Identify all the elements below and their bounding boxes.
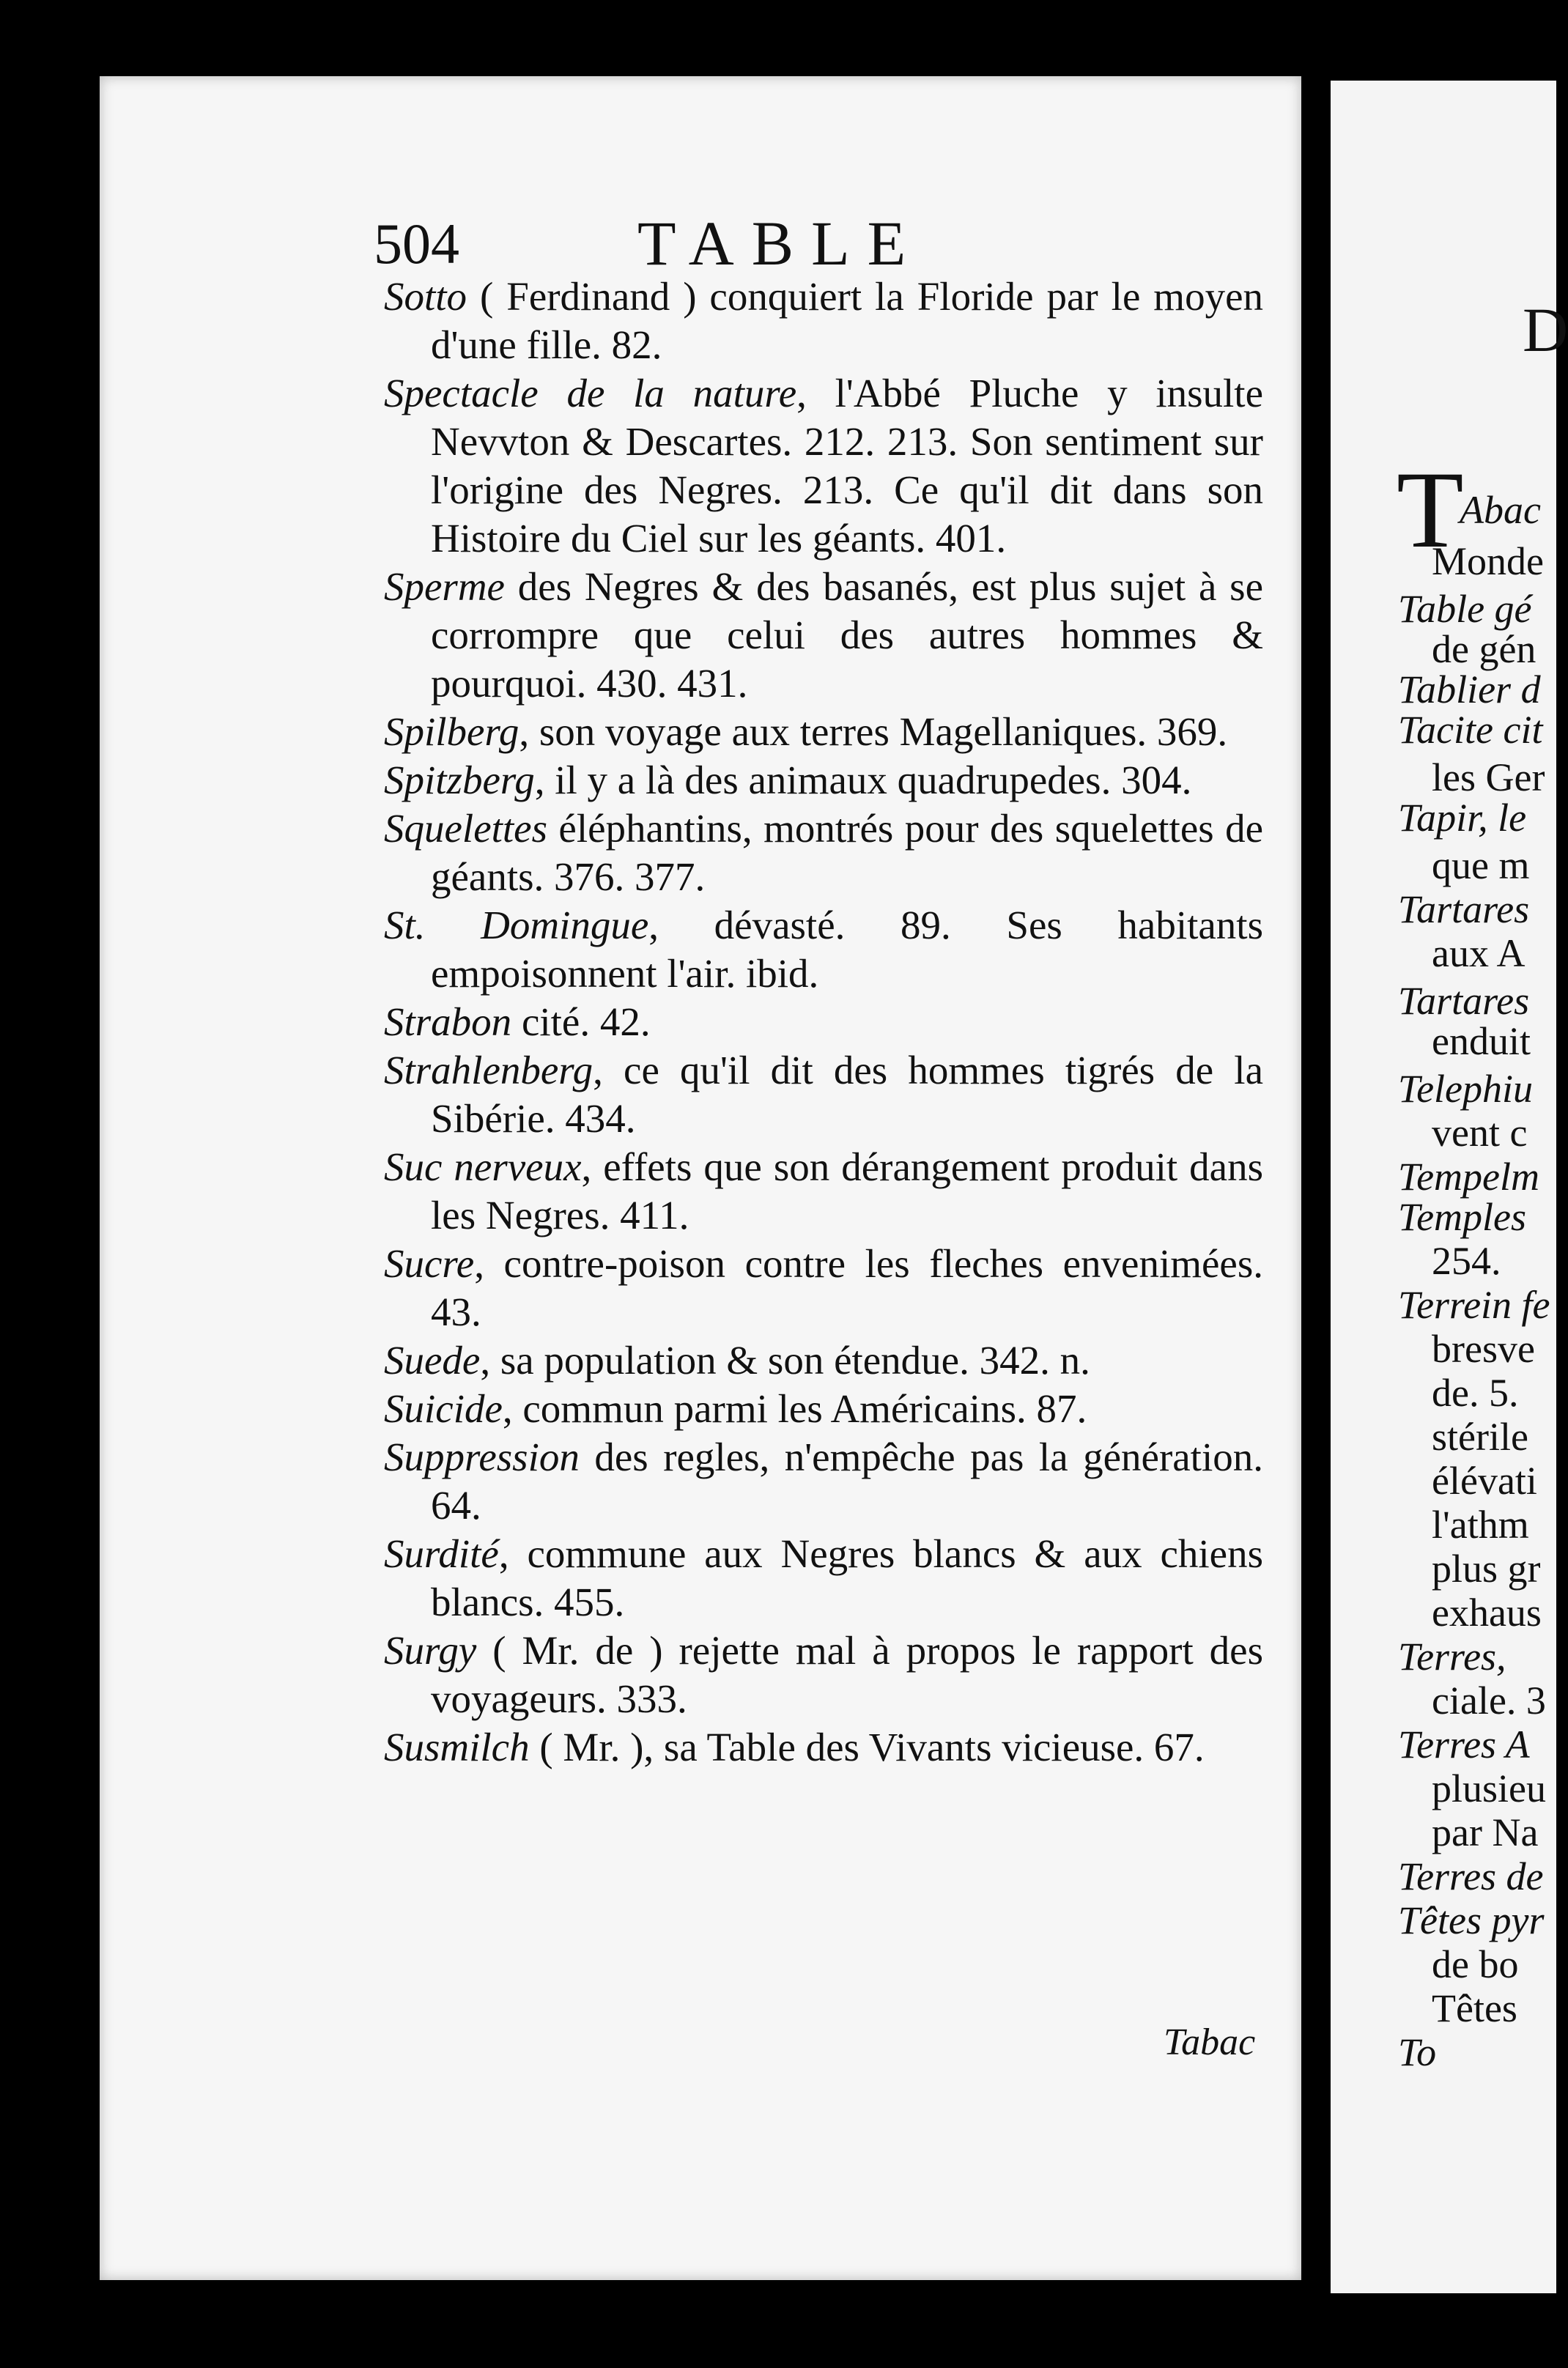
right-page-line: de. 5. [1432, 1371, 1519, 1415]
index-entry [384, 756, 1263, 804]
entry-headword: Surdité [384, 1531, 499, 1576]
entry-text: cité. 42. [511, 999, 651, 1044]
right-page-line: Têtes [1432, 1986, 1517, 2030]
index-entry [384, 901, 1263, 998]
right-page-line: l'athm [1432, 1503, 1529, 1547]
entry-text: , il y a là des animaux quadrupedes. 304. [534, 758, 1192, 802]
right-page-line: Table gé [1398, 587, 1532, 631]
right-page-line: Tapir, le [1398, 796, 1527, 840]
right-page-line: To [1398, 2030, 1437, 2074]
right-page-line: Terres, [1398, 1635, 1506, 1679]
right-page-line: que m [1432, 843, 1530, 887]
index-entry [384, 1627, 1263, 1723]
right-page-line: Terrein fe [1398, 1283, 1550, 1327]
index-entry [384, 369, 1263, 563]
right-page-line: Tartares [1398, 979, 1530, 1023]
right-page-line: Tablier d [1398, 667, 1541, 711]
index-entry [384, 804, 1263, 901]
right-page-line: de bo [1432, 1942, 1519, 1986]
entry-text: ( Mr. ), sa Table des Vivants vicieuse. 67. [529, 1725, 1205, 1769]
index-entry [384, 1723, 1263, 1772]
right-page-line: exhaus [1432, 1591, 1542, 1635]
catchword: Tabac [1164, 2021, 1256, 2063]
entry-text: des regles, n'empêche pas la génération. 64. [431, 1435, 1263, 1528]
entry-text: , ce qu'il dit des hommes tigrés de la Sibérie. 434. [431, 1048, 1263, 1141]
index-entry [384, 1433, 1263, 1530]
entry-headword: Suc nerveux [384, 1144, 582, 1189]
right-page-line: Temples [1398, 1195, 1527, 1239]
entry-headword: Spectacle de la nature [384, 371, 797, 415]
right-page-line: ciale. 3 [1432, 1679, 1546, 1723]
right-page-line: Tacite cit [1398, 708, 1543, 752]
entry-headword: Surgy [384, 1628, 477, 1673]
entry-headword: Suppression [384, 1435, 580, 1479]
running-head: TABLE [637, 208, 924, 278]
entry-text: éléphantins, montrés pour des squelettes de géants. 376. 377. [431, 806, 1263, 899]
entry-headword: Susmilch [384, 1725, 530, 1769]
entry-headword: Sotto [384, 274, 467, 319]
entry-headword: Spitzberg [384, 758, 535, 802]
right-page-line: bresve [1432, 1327, 1535, 1371]
index-entry [384, 273, 1263, 369]
index-entry [384, 1336, 1263, 1385]
right-page-line: Terres A [1398, 1723, 1530, 1766]
right-page-line: stérile [1432, 1415, 1528, 1459]
entry-text: des Negres & des basanés, est plus sujet à se corrompre que celui des autres hommes & pourquoi. 430. 431. [431, 564, 1263, 706]
entry-text: , commun parmi les Américains. 87. [502, 1386, 1087, 1431]
entry-headword: Squelettes [384, 806, 547, 851]
entry-headword: St. Domingue [384, 903, 649, 947]
index-entry [384, 563, 1263, 708]
right-page-line: élévati [1432, 1459, 1537, 1503]
right-page-line: Monde [1432, 539, 1544, 583]
right-page-line: Tempelm [1398, 1155, 1540, 1199]
entry-headword: Suede [384, 1338, 481, 1383]
right-page-line: 254. [1432, 1239, 1501, 1283]
entry-text: , sa population & son étendue. 342. n. [480, 1338, 1090, 1383]
entry-headword: Sperme [384, 564, 505, 609]
index-entry [384, 1143, 1263, 1240]
entry-headword: Strahlenberg [384, 1048, 593, 1092]
index-entries [384, 273, 1263, 1772]
right-page-line: enduit [1432, 1019, 1531, 1063]
right-page-line: de gén [1432, 627, 1536, 671]
right-page-line: Abac [1460, 488, 1541, 532]
right-page-line: Tartares [1398, 887, 1530, 931]
right-page-line: par Na [1432, 1810, 1539, 1854]
index-entry [384, 1385, 1263, 1433]
drop-initial: T [1397, 449, 1464, 571]
right-page-line: Terres de [1398, 1854, 1544, 1898]
entry-headword: Sucre [384, 1241, 475, 1286]
index-entry [384, 708, 1263, 756]
right-page-line: plusieu [1432, 1766, 1546, 1810]
index-entry [384, 998, 1263, 1046]
entry-text: , effets que son dérangement produit dans les Negres. 411. [431, 1144, 1263, 1237]
entry-text: , commune aux Negres blancs & aux chiens blancs. 455. [431, 1531, 1263, 1624]
index-entry [384, 1530, 1263, 1627]
page-number: 504 [374, 212, 459, 275]
right-page-line: Têtes pyr [1398, 1898, 1545, 1942]
right-page-line: Telephiu [1398, 1067, 1534, 1111]
index-entry [384, 1046, 1263, 1143]
entry-headword: Suicide [384, 1386, 503, 1431]
right-page [1331, 81, 1568, 2293]
entry-text: , contre-poison contre les fleches envenimées. 43. [431, 1241, 1263, 1334]
entry-text: , l'Abbé Pluche y insulte Nevvton & Descartes. 212. 213. Son sentiment sur l'origine des Negres. 213. Ce qu'il dit dans son Histoire du Ciel sur les géants. 401. [431, 371, 1263, 560]
entry-text: ( Mr. de ) rejette mal à propos le rapport des voyageurs. 333. [431, 1628, 1263, 1721]
entry-headword: Strabon [384, 999, 512, 1044]
entry-text: ( Ferdinand ) conquiert la Floride par le moyen d'une fille. 82. [431, 274, 1263, 367]
right-page-line: plus gr [1432, 1547, 1541, 1591]
right-page-line: les Ger [1432, 755, 1545, 799]
entry-headword: Spilberg [384, 709, 519, 754]
right-page-line: vent c [1432, 1111, 1528, 1155]
index-entry [384, 1240, 1263, 1336]
right-running-head: D [1523, 295, 1568, 365]
right-page-line: aux A [1432, 931, 1526, 975]
entry-text: , son voyage aux terres Magellaniques. 369. [519, 709, 1228, 754]
entry-text: , dévasté. 89. Ses habitants empoisonnent l'air. ibid. [431, 903, 1263, 996]
